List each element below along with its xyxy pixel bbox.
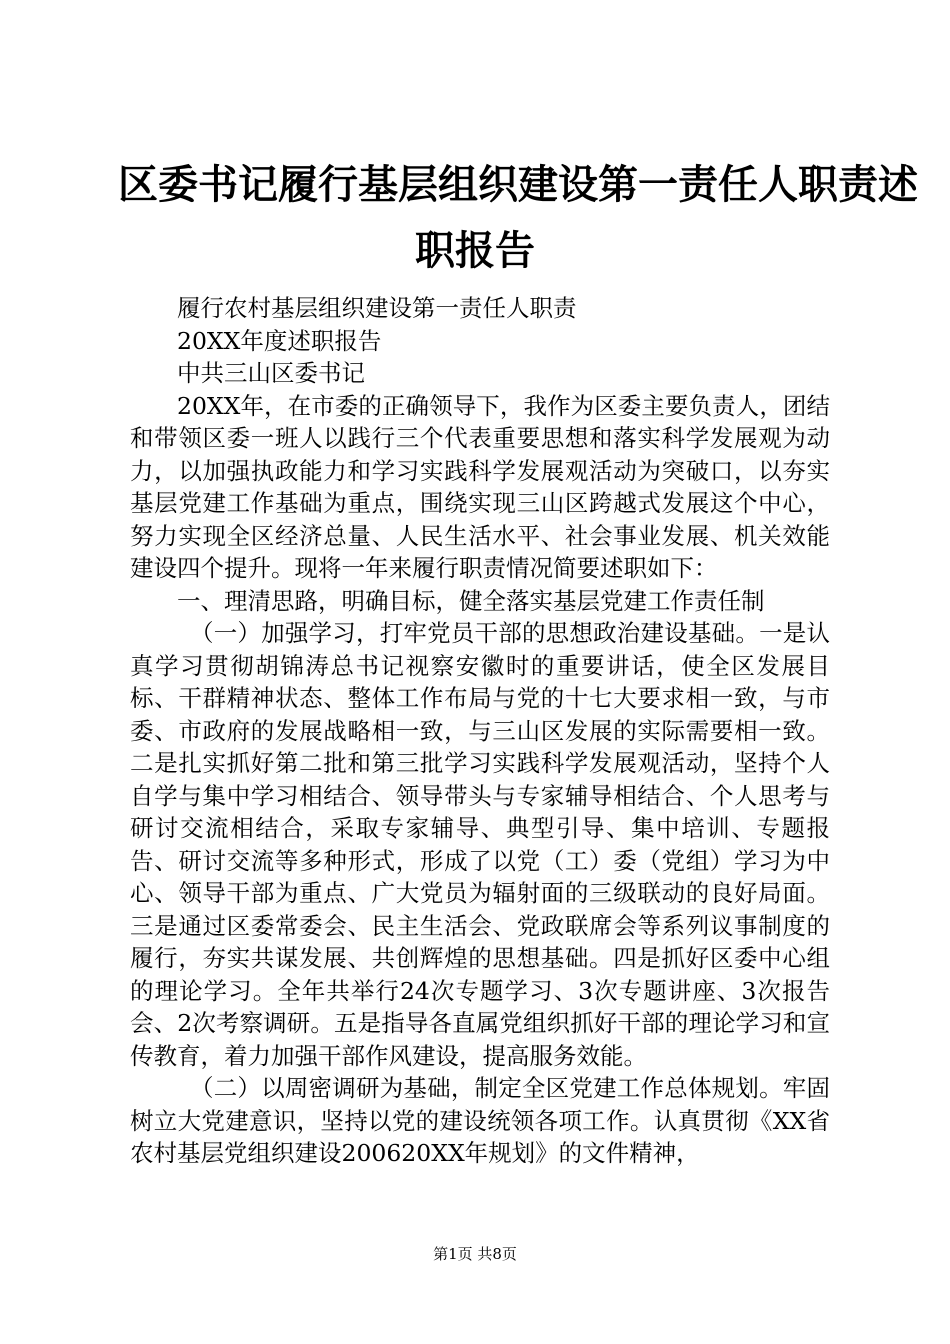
subtitle-line-2: 20XX年度述职报告 [177, 326, 382, 355]
page-footer: 第1页 共8页 [433, 1245, 517, 1263]
intro-paragraph: 20XX年，在市委的正确领导下，我作为区委主要负责人，团结和带领区委一班人以践行三个代表重要思想和落实科学发展观为动力，以加强执政能力和学习实践科学发展观活动为突破口，以夯实基层党建工作基础为重点，围绕实现三山区跨越式发展这个中心，努力实现全区经济总量、人民生活水平、社会事业发展、机关效能建设四个提升。现将一年来履行职责情况简要述职如下： [130, 391, 830, 582]
author-line: 中共三山区委书记 [177, 359, 365, 387]
document-title-line-2: 职报告 [415, 227, 535, 274]
document-title-line-1: 区委书记履行基层组织建设第一责任人职责述 [118, 161, 918, 208]
subtitle-line-1: 履行农村基层组织建设第一责任人职责 [177, 294, 577, 322]
document-body [130, 292, 830, 1170]
section-heading-1: 一、理清思路，明确目标，健全落实基层党建工作责任制 [177, 586, 765, 615]
subsection-paragraph-1: （一）加强学习，打牢党员干部的思想政治建设基础。一是认真学习贯彻胡锦涛总书记视察安徽时的重要讲话，使全区发展目标、干群精神状态、整体工作布局与党的十七大要求相一致，与市委、市政府的发展战略相一致，与三山区发展的实际需要相一致。二是扎实抓好第二批和第三批学习实践科学发展观活动，坚持个人自学与集中学习相结合、领导带头与专家辅导相结合、个人思考与研讨交流相结合，采取专家辅导、典型引导、集中培训、专题报告、研讨交流等多种形式，形成了以党（工）委（党组）学习为中心、领导干部为重点、广大党员为辐射面的三级联动的良好局面。三是通过区委常委会、民主生活会、党政联席会等系列议事制度的履行，夯实共谋发展、共创辉煌的思想基础。四是抓好区委中心组的理论学习。全年共举行24次专题学习、3次专题讲座、3次报告会、2次考察调研。五是指导各直属党组织抓好干部的理论学习和宣传教育，着力加强干部作风建设，提高服务效能。 [130, 619, 830, 1070]
subsection-paragraph-2: （二）以周密调研为基础，制定全区党建工作总体规划。牢固树立大党建意识，坚持以党的建设统领各项工作。认真贯彻《XX省农村基层党组织建设200620XX年规划》的文件精神， [130, 1074, 830, 1167]
document-title [118, 152, 918, 284]
